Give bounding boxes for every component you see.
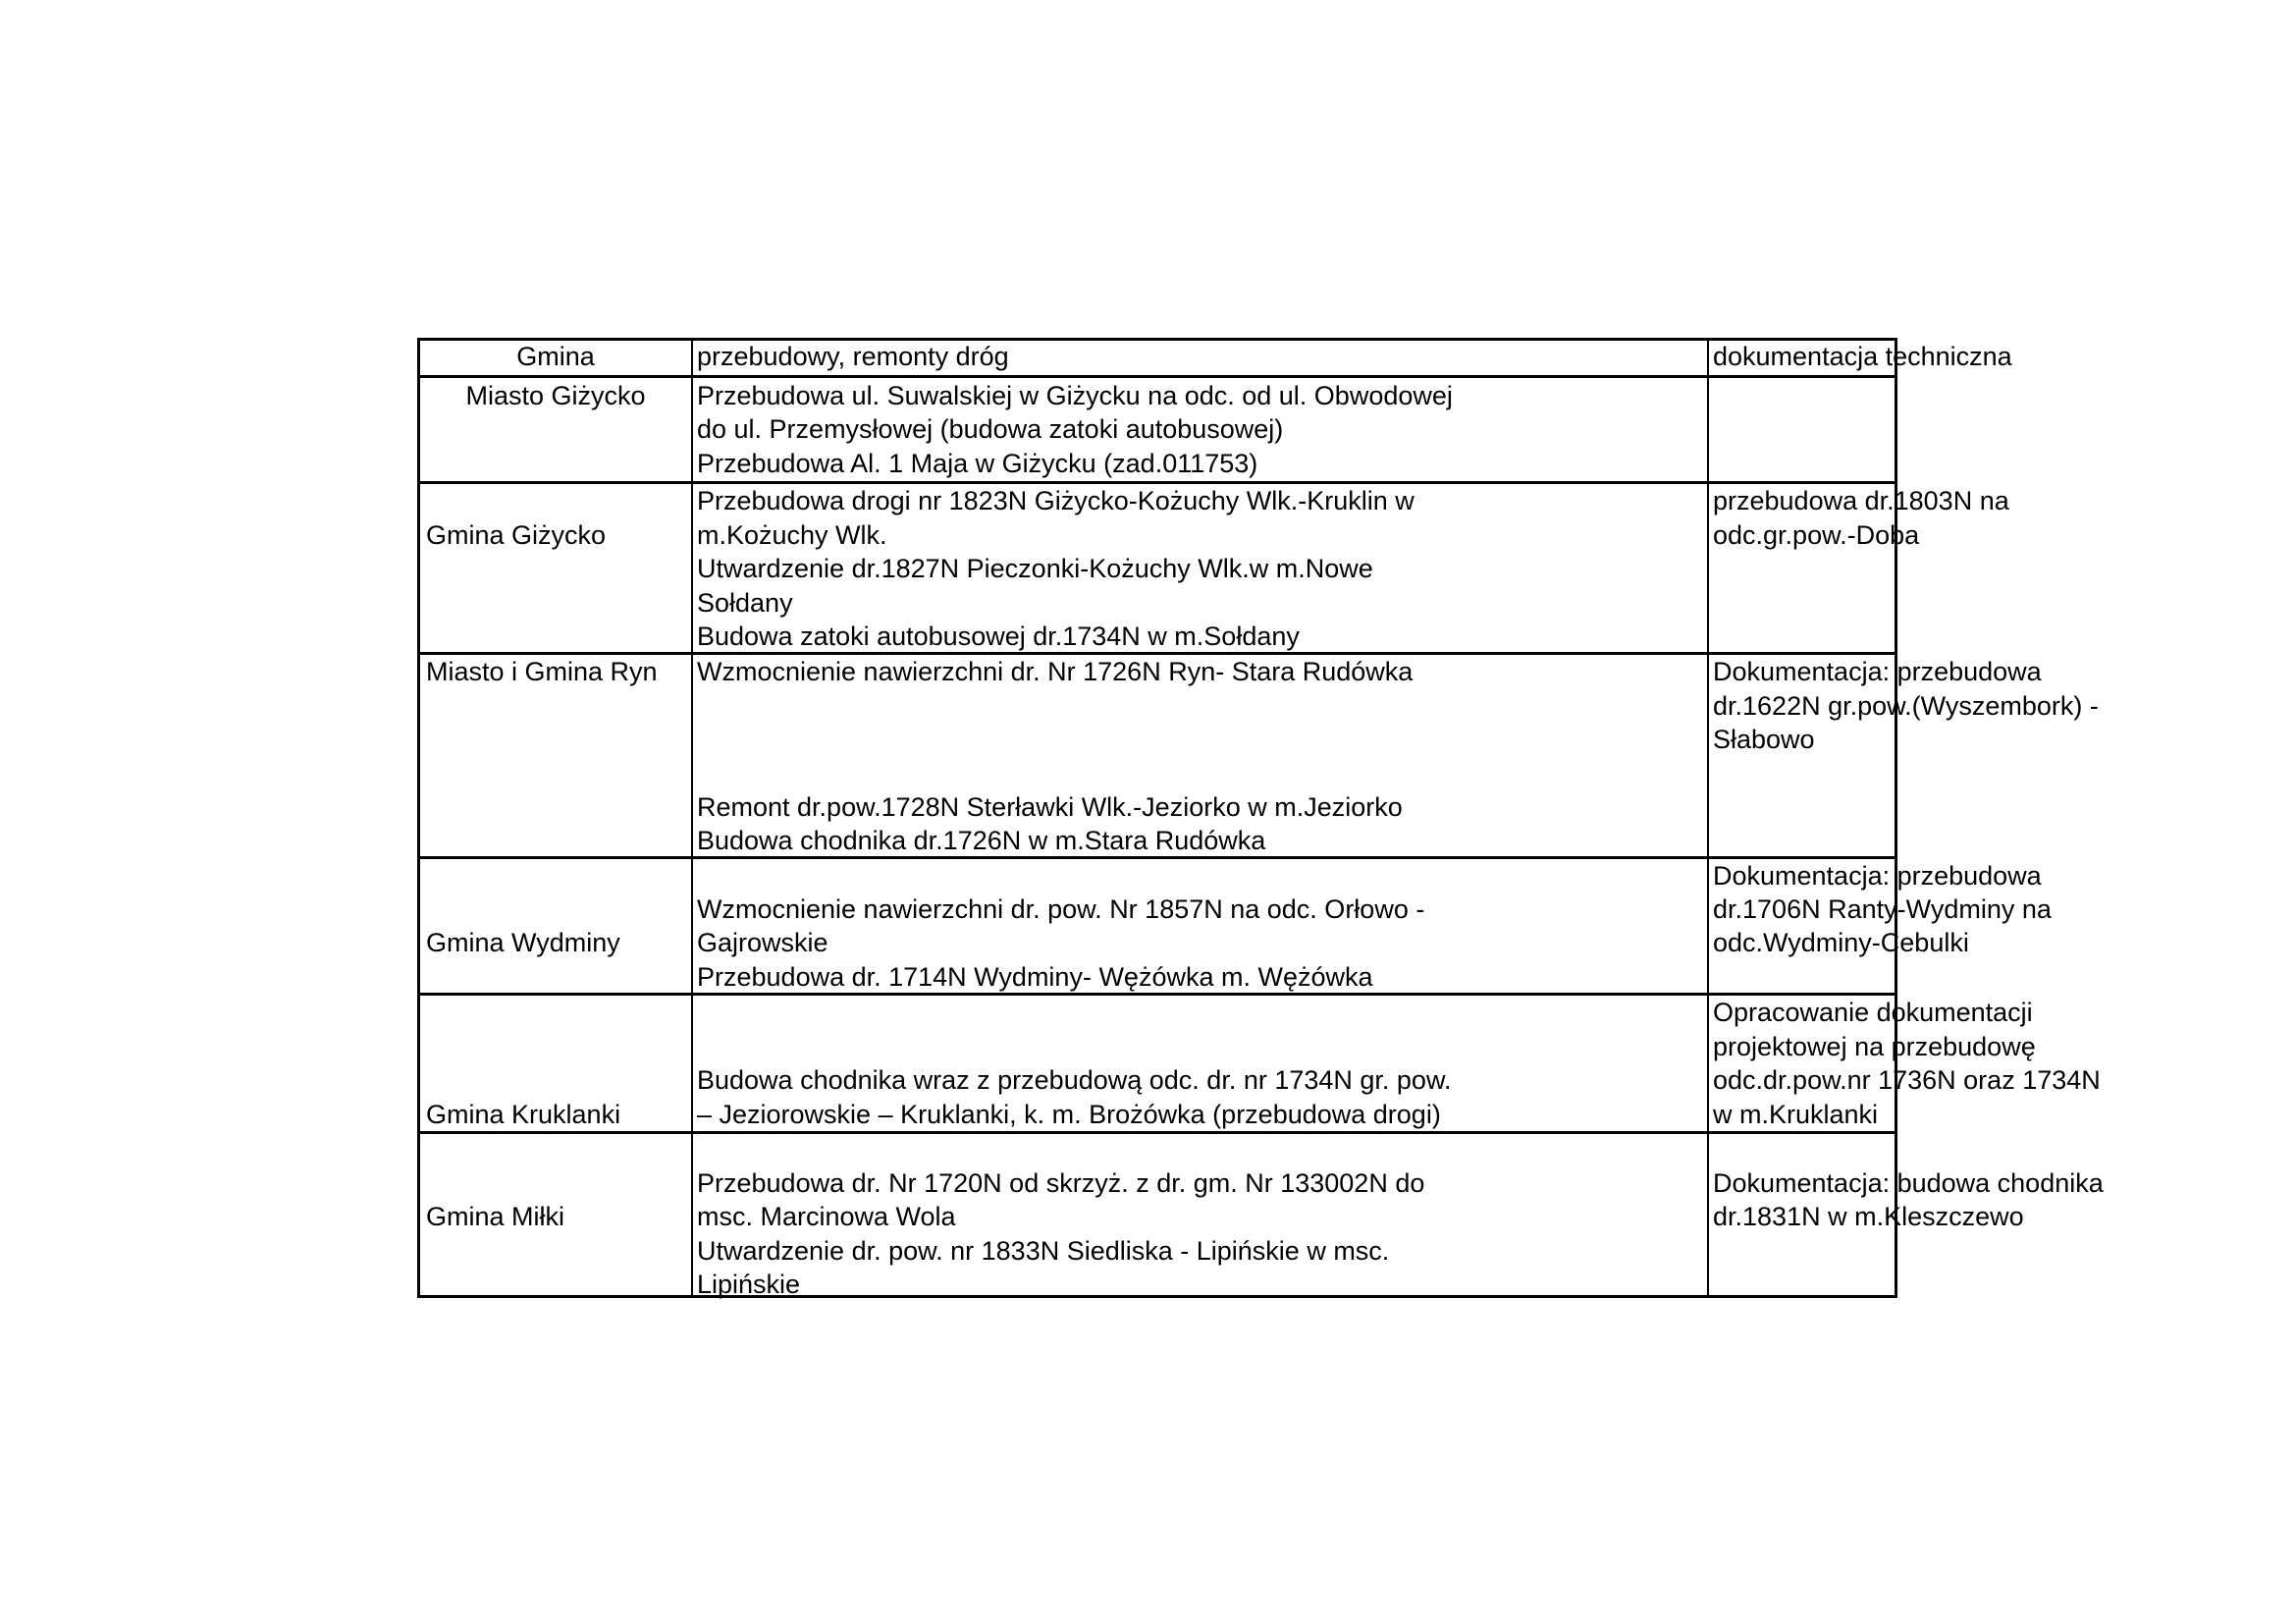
road-line: Utwardzenie dr.1827N Pieczonki-Kożuchy Wlk.w m.Nowe [697,554,1373,583]
table-row [420,375,1895,481]
road-line: do ul. Przemysłowej (budowa zatoki autobusowej) [697,414,1284,444]
cell-roads [691,859,1707,993]
road-line: – Jeziorowskie – Kruklanki, k. m. Brożówka (przebudowa drogi) [697,1100,1441,1129]
cell-gmina [420,859,691,993]
road-line: Budowa chodnika dr.1726N w m.Stara Rudówka [697,826,1266,855]
road-line: Budowa zatoki autobusowej dr.1734N w m.Sołdany [697,622,1300,651]
cell-roads [691,378,1707,481]
cell-gmina [420,1134,691,1298]
road-line: Przebudowa drogi nr 1823N Giżycko-Kożuchy Wlk.-Kruklin w [697,486,1415,515]
doc-line: odc.Wydminy-Cebulki [1713,928,1969,957]
doc-line: przebudowa dr.1803N na [1713,486,2009,515]
doc-line: Opracowanie dokumentacji [1713,998,2033,1027]
cell-roads [691,996,1707,1131]
table-header-row [420,341,2012,375]
roads-table [417,338,2104,1299]
cell-gmina [420,996,691,1131]
cell-docs [1707,859,2052,993]
cell-docs [1707,1134,2104,1298]
doc-line: w m.Kruklanki [1713,1100,1879,1129]
road-line: Przebudowa ul. Suwalskiej w Giżycku na odc. od ul. Obwodowej [697,381,1453,410]
header-gmina-label: Gmina [516,342,595,371]
cell-roads [691,655,1707,856]
doc-line: odc.dr.pow.nr 1736N oraz 1734N [1713,1065,2101,1095]
road-line: Utwardzenie dr. pow. nr 1833N Siedliska - Lipińskie w msc. [697,1236,1390,1266]
road-line: Budowa chodnika wraz z przebudową odc. dr. nr 1734N gr. pow. [697,1065,1452,1095]
table-row [420,1131,2104,1299]
doc-line: dr.1831N w m.Kleszczewo [1713,1202,2024,1231]
cell-gmina [420,484,691,652]
road-line: Lipińskie [697,1270,801,1299]
table-row [420,652,2099,856]
gmina-name: Miasto Giżycko [465,381,646,410]
gmina-name: Gmina Kruklanki [426,1100,621,1129]
road-line: Przebudowa dr. Nr 1720N od skrzyż. z dr. gm. Nr 133002N do [697,1168,1425,1198]
doc-line: Dokumentacja: przebudowa [1713,657,2042,686]
doc-line: projektowej na przebudowę [1713,1032,2036,1061]
road-line: Wzmocnienie nawierzchni dr. Nr 1726N Ryn- Stara Rudówka [697,657,1414,686]
table-row [420,856,2052,993]
cell-roads [691,484,1707,652]
road-line: Przebudowa Al. 1 Maja w Giżycku (zad.011753) [697,449,1258,478]
road-line: m.Kożuchy Wlk. [697,520,887,550]
road-line: msc. Marcinowa Wola [697,1202,956,1231]
header-cell-roads [691,341,1707,375]
header-roads-label: przebudowy, remonty dróg [697,342,1009,371]
doc-line: Słabowo [1713,725,1815,754]
cell-gmina [420,378,691,481]
cell-docs [1707,484,2009,652]
cell-gmina [420,655,691,856]
gmina-name: Gmina Wydminy [426,928,620,957]
cell-docs [1707,996,2101,1131]
road-line: Remont dr.pow.1728N Sterławki Wlk.-Jeziorko w m.Jeziorko [697,792,1403,822]
cell-roads [691,1134,1707,1298]
doc-line: Dokumentacja: budowa chodnika [1713,1168,2104,1198]
doc-line: dr.1622N gr.pow.(Wyszembork) - [1713,691,2099,721]
header-docs-label: dokumentacja techniczna [1713,342,2012,371]
doc-line: Dokumentacja: przebudowa [1713,861,2042,891]
cell-docs [1707,378,1895,481]
road-line: Wzmocnienie nawierzchni dr. pow. Nr 1857N na odc. Orłowo - [697,894,1425,924]
header-cell-gmina [420,341,691,375]
gmina-name: Miasto i Gmina Ryn [426,657,658,686]
road-line: Sołdany [697,588,793,618]
gmina-name: Gmina Giżycko [426,520,607,550]
cell-docs [1707,655,2099,856]
gmina-name: Gmina Miłki [426,1202,565,1231]
road-line: Przebudowa dr. 1714N Wydminy- Wężówka m. Wężówka [697,962,1373,992]
road-line: Gajrowskie [697,928,828,957]
header-cell-docs [1707,341,2012,375]
doc-line: dr.1706N Ranty-Wydminy na [1713,894,2052,924]
table-row [420,993,2101,1131]
doc-line: odc.gr.pow.-Doba [1713,520,1920,550]
table-row [420,481,2009,652]
